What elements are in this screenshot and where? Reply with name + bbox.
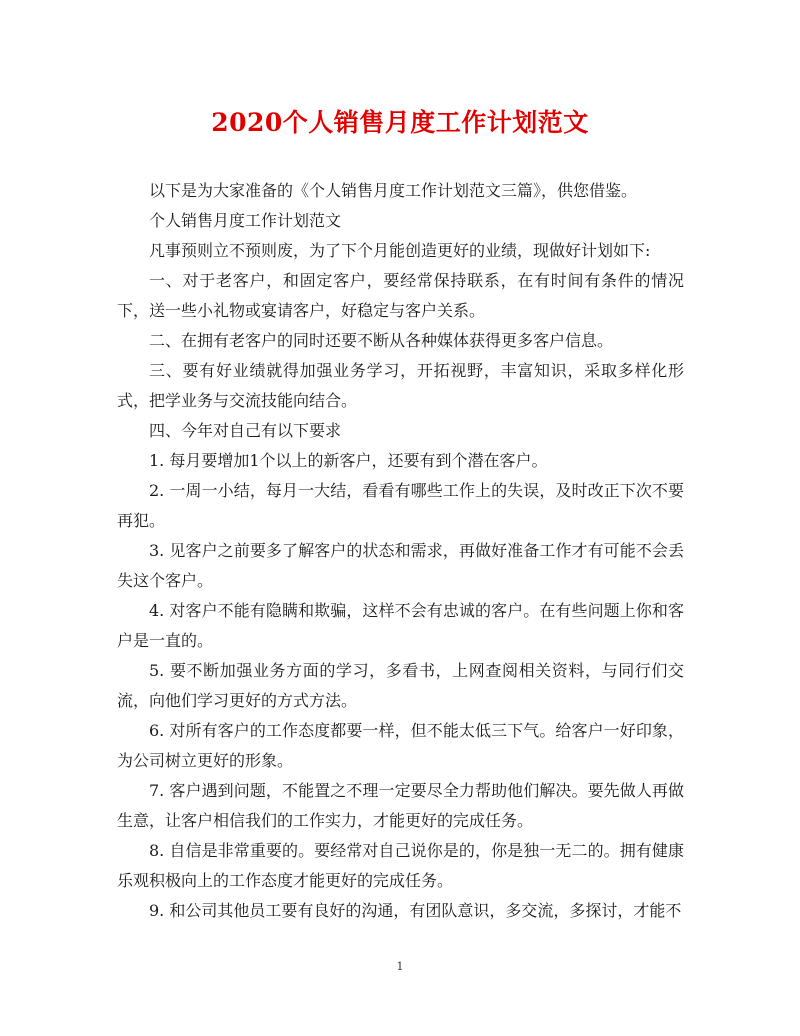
plan-item-3: 三、要有好业绩就得加强业务学习，开拓视野，丰富知识，采取多样化形式，把学业务与交流技能向结合。 <box>117 361 684 410</box>
requirement-8: 8. 自信是非常重要的。要经常对自己说你是的，你是独一无二的。拥有健康乐观积极向上的工作态度才能更好的完成任务。 <box>117 841 684 890</box>
plan-item-2: 二、在拥有老客户的同时还要不断从各种媒体获得更多客户信息。 <box>149 331 614 350</box>
requirement-4: 4. 对客户不能有隐瞒和欺骗，这样不会有忠诚的客户。在有些问题上你和客户是一直的。 <box>117 601 684 650</box>
plan-intro-paragraph: 凡事预则立不预则废，为了下个月能创造更好的业绩，现做好计划如下: <box>149 241 651 260</box>
intro-paragraph: 以下是为大家准备的《个人销售月度工作计划范文三篇》，供您借鉴。 <box>149 181 638 200</box>
requirement-9: 9. 和公司其他员工要有良好的沟通，有团队意识，多交流，多探讨，才能不 <box>149 901 682 920</box>
plan-item-4: 四、今年对自己有以下要求 <box>149 421 342 440</box>
document-body <box>117 176 684 926</box>
requirement-1: 1. 每月要增加1个以上的新客户，还要有到个潜在客户。 <box>149 451 548 470</box>
section-heading: 个人销售月度工作计划范文 <box>149 211 342 230</box>
requirement-7: 7. 客户遇到问题，不能置之不理一定要尽全力帮助他们解决。要先做人再做生意，让客户相信我们的工作实力，才能更好的完成任务。 <box>117 781 684 830</box>
page-number: 1 <box>396 960 404 973</box>
requirement-3: 3. 见客户之前要多了解客户的状态和需求，再做好准备工作才有可能不会丢失这个客户。 <box>117 541 684 590</box>
requirement-2: 2. 一周一小结，每月一大结，看看有哪些工作上的失误，及时改正下次不要再犯。 <box>117 481 684 530</box>
document-title: 2020个人销售月度工作计划范文 <box>211 108 589 137</box>
plan-item-1: 一、对于老客户，和固定客户，要经常保持联系，在有时间有条件的情况下，送一些小礼物或宴请客户，好稳定与客户关系。 <box>117 271 684 320</box>
requirement-5: 5. 要不断加强业务方面的学习，多看书，上网查阅相关资料，与同行们交流，向他们学习更好的方式方法。 <box>117 661 684 710</box>
requirement-6: 6. 对所有客户的工作态度都要一样，但不能太低三下气。给客户一好印象，为公司树立更好的形象。 <box>117 721 684 770</box>
